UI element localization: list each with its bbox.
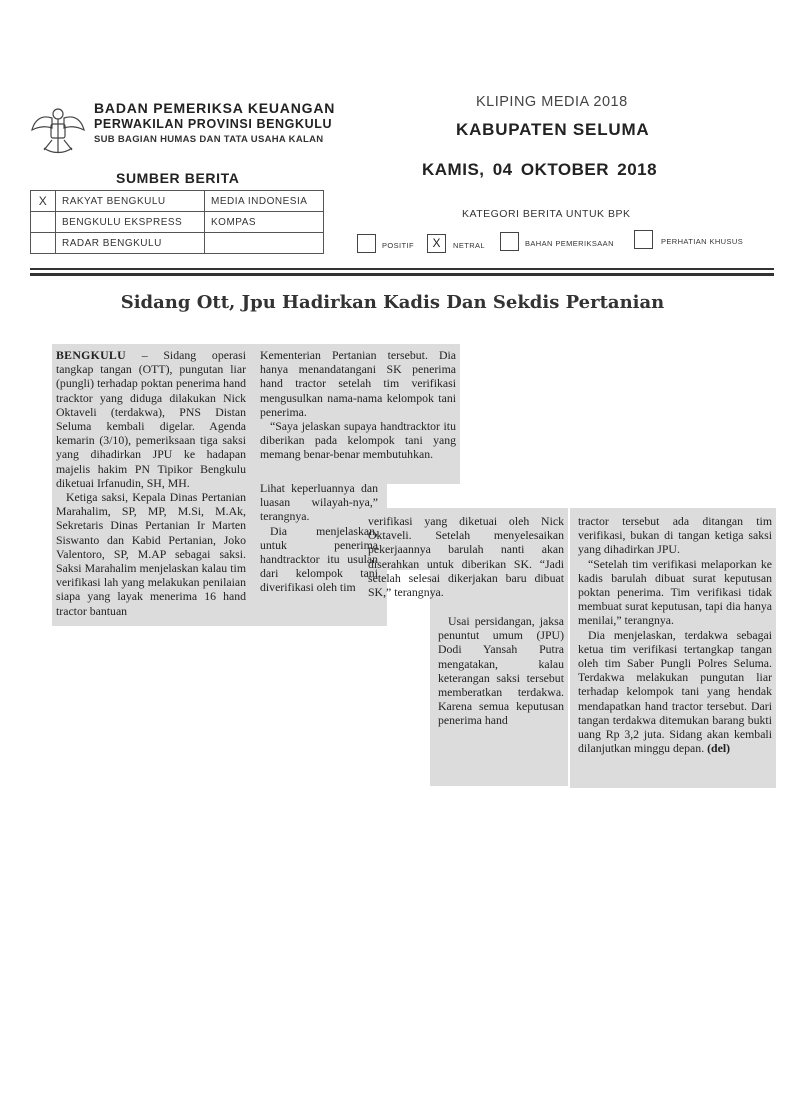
paragraph: “Saya jelaskan supaya handtracktor itu diberikan pada kelompok tani yang memang benar-benar membutuhkan. (260, 419, 456, 462)
checkbox-bahan-pemeriksaan[interactable] (500, 232, 519, 251)
paragraph (56, 348, 246, 490)
header-divider (30, 273, 774, 276)
header-divider (30, 268, 774, 270)
source-name: KOMPAS (205, 212, 324, 233)
article-column-3b (438, 614, 564, 728)
source-mark (31, 233, 56, 254)
source-name: BENGKULU EKSPRESS (56, 212, 205, 233)
source-row (31, 212, 324, 233)
paragraph: Usai persidangan, jaksa penuntut umum (JPU) Dodi Yansah Putra mengatakan, kalau keterangan saksi tersebut memberatkan terdakwa. Karena semua keputusan penerima hand (438, 614, 564, 728)
article-headline: Sidang Ott, Jpu Hadirkan Kadis Dan Sekdis Pertanian (120, 292, 665, 313)
checkbox-mark: X (432, 236, 441, 250)
source-name: RAKYAT BENGKULU (56, 191, 205, 212)
paragraph: tractor tersebut ada ditangan tim verifikasi, bukan di tangan ketiga saksi yang dihadirkan JPU. (578, 514, 772, 557)
org-branch: PERWAKILAN PROVINSI BENGKULU (94, 117, 333, 131)
org-division: SUB BAGIAN HUMAS DAN TATA USAHA KALAN (94, 134, 324, 145)
author-byline: (del) (707, 741, 731, 756)
category-label-netral: NETRAL (453, 241, 485, 250)
kabupaten-title: KABUPATEN SELUMA (456, 120, 650, 139)
category-label-perhatian-khusus: PERHATIAN KHUSUS (661, 237, 744, 246)
source-mark: X (31, 191, 56, 212)
checkbox-positif[interactable] (357, 234, 376, 253)
source-row (31, 191, 324, 212)
paragraph-text: Dia menjelaskan, terdakwa sebagai ketua tim verifikasi tertangkap tangan oleh tim Saber Pungli Polres Seluma. Terdakwa melakukan pungutan liar terhadap kelompok tani yang hendak mendapatkan hand tractor tersebut. Dari tangan terdakwa ditemukan barang bukti uang Rp 3,2 juta. Sidang akan kembali dilanjutkan minggu depan. (578, 627, 772, 756)
paragraph: Dia menjelaskan, untuk penerima handtracktor itu usulan dari kelompok tani diverifikasi oleh tim (260, 523, 378, 595)
org-name: BADAN PEMERIKSA KEUANGAN (94, 100, 336, 116)
sumber-berita-title: SUMBER BERITA (116, 170, 240, 186)
paragraph: “Setelah tim verifikasi melaporkan ke kadis barulah dibuat surat keputusan poktan penerima. Tim verifikasi tidak membuat surat keputusan, tapi dia hanya menilai,” terangnya. (578, 556, 772, 628)
paragraph-text: – Sidang operasi tangkap tangan (OTT), pungutan liar (pungli) terhadap poktan penerima hand tracktor yang diduga dilakukan Nick Oktaveli (terdakwa), PNS Distan Seluma kembali digelar. Agenda kemarin (3/10), pemeriksaan tiga saksi yang dihadirkan JPU ke hadapan majelis hakim PN Tipikor Bengkulu diketuai Irfanudin, SH, MH. (56, 348, 246, 490)
dateline: BENGKULU (56, 348, 126, 362)
source-name (205, 233, 324, 254)
article-column-2 (260, 348, 456, 462)
source-row (31, 233, 324, 254)
source-name: MEDIA INDONESIA (205, 191, 324, 212)
kategori-title: KATEGORI BERITA UNTUK BPK (462, 208, 631, 220)
garuda-emblem-icon (30, 96, 86, 156)
kliping-title: KLIPING MEDIA 2018 (476, 94, 628, 110)
article-column-1 (56, 348, 246, 618)
category-label-bahan-pemeriksaan: BAHAN PEMERIKSAAN (525, 239, 614, 248)
paragraph (578, 628, 772, 756)
checkbox-perhatian-khusus[interactable] (634, 230, 653, 249)
checkbox-netral[interactable] (427, 234, 446, 253)
category-label-positif: POSITIF (382, 241, 414, 250)
paragraph: Kementerian Pertanian tersebut. Dia hanya menandatangani SK penerima hand tractor setelah tim verifikasi mengusulkan nama-nama kelompok tani penerima. (260, 348, 456, 419)
article-column-3 (368, 514, 564, 599)
article-column-2b (260, 481, 378, 595)
date-line: KAMIS, 04 OKTOBER 2018 (422, 160, 658, 179)
paragraph: Lihat keperluannya dan luasan wilayah-nya,” terangnya. (260, 481, 378, 524)
paragraph: Ketiga saksi, Kepala Dinas Pertanian Marahalim, SP, MP, M.Si, M.Ak, Sekretaris Dinas Pertanian Ir Marten Siswanto dan Kabid Pertanian, Joko Valentoro, SP, M.AP sebagai saksi. Saksi Marahalim menjelaskan kalau tim verifikasi lah yang melakukan penilaian siapa yang layak menerima 16 hand tractor bantuan (56, 490, 246, 618)
paragraph: verifikasi yang diketuai oleh Nick Oktaveli. Setelah menyelesaikan pekerjaannya barulah nanti akan diserahkan untuk diberikan SK. “Jadi setelah selesai dikerjakan baru dibuat SK,” terangnya. (368, 514, 564, 600)
source-mark (31, 212, 56, 233)
article-column-4 (578, 514, 772, 755)
source-table (30, 190, 324, 254)
source-name: RADAR BENGKULU (56, 233, 205, 254)
